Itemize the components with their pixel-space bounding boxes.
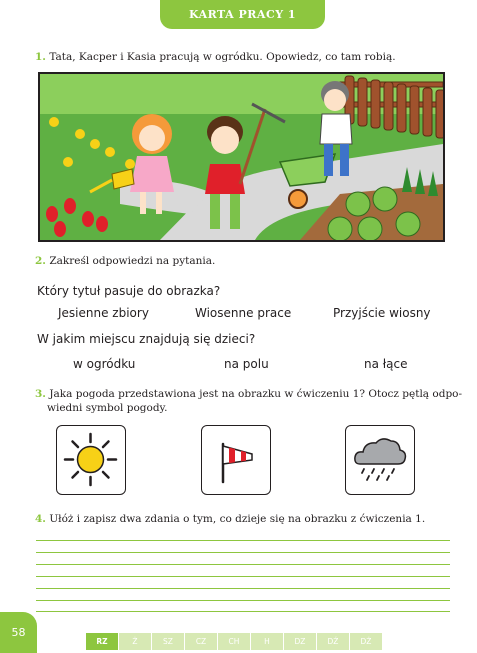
q2-option-2[interactable]: na polu <box>224 357 269 371</box>
task-4-number: 4. <box>35 513 46 525</box>
writing-line[interactable] <box>36 576 450 577</box>
task-3-line-1: Jaka pogoda przedstawiona jest na obrazku w ćwiczeniu 1? Otocz pętlą odpo- <box>49 388 463 400</box>
rain-cloud-icon <box>346 426 413 493</box>
task-3 <box>35 387 462 415</box>
letter-tab-h[interactable]: H <box>251 633 283 650</box>
writing-line[interactable] <box>36 588 450 589</box>
task-1-text: Tata, Kacper i Kasia pracują w ogródku. Opowiedz, co tam robią. <box>49 51 396 63</box>
task-1-number: 1. <box>35 51 46 63</box>
garden-illustration <box>38 72 445 242</box>
task-4-text: Ułóż i zapisz dwa zdania o tym, co dzieje się na obrazku z ćwiczenia 1. <box>49 513 426 525</box>
writing-line[interactable] <box>36 564 450 565</box>
weather-symbol-wind[interactable] <box>201 425 271 495</box>
task-3-line-2: wiedni symbol pogody. <box>47 402 168 414</box>
q1-option-2[interactable]: Wiosenne prace <box>195 306 292 320</box>
writing-line[interactable] <box>36 611 450 612</box>
q1-option-3[interactable]: Przyjście wiosny <box>333 306 431 320</box>
task-2-text: Zakreśl odpowiedzi na pytania. <box>49 255 216 267</box>
writing-line[interactable] <box>36 552 450 553</box>
weather-symbol-rain[interactable] <box>345 425 415 495</box>
page-number: 58 <box>0 612 37 653</box>
letter-tab-rz[interactable]: RZ <box>86 633 118 650</box>
letter-tab-z-dot[interactable]: Ż <box>119 633 151 650</box>
q2-option-1[interactable]: w ogródku <box>73 357 136 371</box>
task-2 <box>35 254 215 268</box>
writing-line[interactable] <box>36 600 450 601</box>
letter-tab-ch[interactable]: CH <box>218 633 250 650</box>
weather-symbol-sun[interactable] <box>56 425 126 495</box>
question-1: Który tytuł pasuje do obrazka? <box>37 284 221 298</box>
task-2-number: 2. <box>35 255 46 267</box>
worksheet-title: KARTA PRACY 1 <box>160 0 325 29</box>
letter-tab-dz-dot[interactable]: DŻ <box>350 633 382 650</box>
letter-tabs <box>86 633 383 650</box>
task-1 <box>35 50 396 64</box>
sun-icon <box>57 426 124 493</box>
task-3-number: 3. <box>35 388 46 400</box>
q2-option-3[interactable]: na łące <box>364 357 408 371</box>
question-2: W jakim miejscu znajdują się dzieci? <box>37 332 256 346</box>
task-4 <box>35 512 425 526</box>
garden-scene-image <box>40 74 443 240</box>
letter-tab-cz[interactable]: CZ <box>185 633 217 650</box>
writing-line[interactable] <box>36 540 450 541</box>
letter-tab-dz-acute[interactable]: DŹ <box>317 633 349 650</box>
letter-tab-dz[interactable]: DZ <box>284 633 316 650</box>
letter-tab-sz[interactable]: SZ <box>152 633 184 650</box>
q1-option-1[interactable]: Jesienne zbiory <box>58 306 149 320</box>
windsock-icon <box>202 426 269 493</box>
